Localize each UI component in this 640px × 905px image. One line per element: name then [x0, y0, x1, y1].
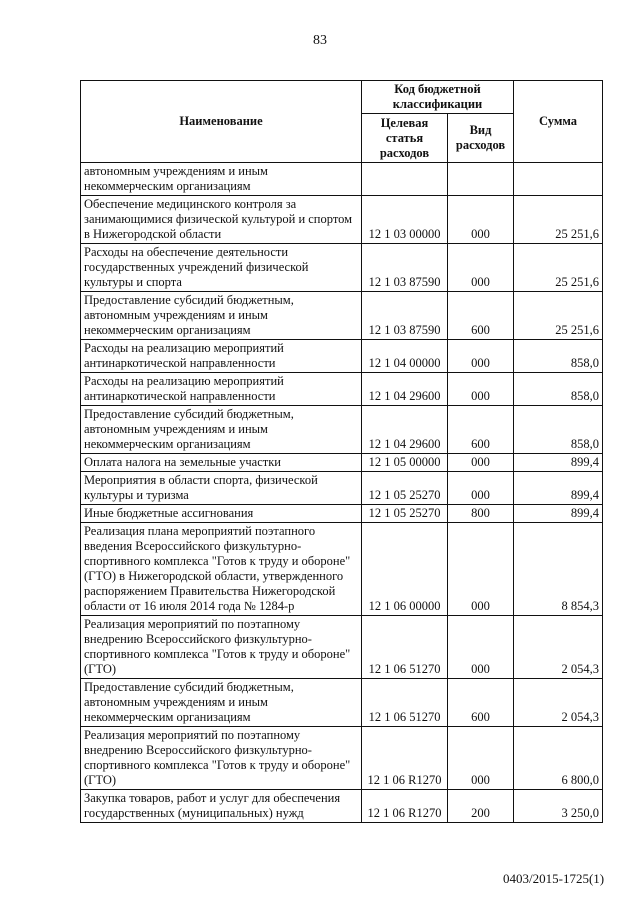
table-row: [81, 340, 603, 373]
row-expense-type: 600: [448, 292, 514, 340]
row-sum: 3 250,0: [514, 790, 603, 823]
row-sum: 858,0: [514, 373, 603, 406]
row-expense-type: 000: [448, 472, 514, 505]
row-target-code: 12 1 03 87590: [362, 292, 448, 340]
table-row: [81, 373, 603, 406]
row-target-code: 12 1 05 25270: [362, 472, 448, 505]
budget-table: [80, 80, 603, 823]
row-sum: 25 251,6: [514, 244, 603, 292]
row-sum: 8 854,3: [514, 523, 603, 616]
row-name: Мероприятия в области спорта, физической культуры и туризма: [81, 472, 362, 505]
header-name: Наименование: [81, 81, 362, 163]
row-name: Реализация мероприятий по поэтапному внедрению Всероссийского физкультурно-спортивного комплекса "Готов к труду и обороне" (ГТО): [81, 616, 362, 679]
row-sum: 899,4: [514, 505, 603, 523]
row-expense-type: 000: [448, 616, 514, 679]
table-row: [81, 790, 603, 823]
row-target-code: 12 1 06 R1270: [362, 790, 448, 823]
row-expense-type: 600: [448, 406, 514, 454]
row-expense-type: 000: [448, 373, 514, 406]
row-target-code: 12 1 06 51270: [362, 679, 448, 727]
row-name: Предоставление субсидий бюджетным, автономным учреждениям и иным некоммерческим организациям: [81, 406, 362, 454]
row-expense-type: 000: [448, 454, 514, 472]
row-name: Расходы на обеспечение деятельности государственных учреждений физической культуры и спорта: [81, 244, 362, 292]
row-expense-type: 000: [448, 340, 514, 373]
header-sum: Сумма: [514, 81, 603, 163]
row-target-code: 12 1 03 87590: [362, 244, 448, 292]
row-target-code: 12 1 04 29600: [362, 373, 448, 406]
row-name: Реализация мероприятий по поэтапному внедрению Всероссийского физкультурно-спортивного комплекса "Готов к труду и обороне" (ГТО): [81, 727, 362, 790]
table-row: [81, 196, 603, 244]
row-sum: 858,0: [514, 406, 603, 454]
row-name: Обеспечение медицинского контроля за занимающимися физической культурой и спортом в Нижегородской области: [81, 196, 362, 244]
row-sum: [514, 163, 603, 196]
table-row: [81, 454, 603, 472]
header-target-article: Целевая статья расходов: [362, 114, 448, 163]
table-row: [81, 406, 603, 454]
row-sum: 2 054,3: [514, 679, 603, 727]
row-sum: 25 251,6: [514, 196, 603, 244]
row-expense-type: 000: [448, 727, 514, 790]
row-sum: 6 800,0: [514, 727, 603, 790]
table-row: [81, 163, 603, 196]
table-row: [81, 616, 603, 679]
row-sum: 899,4: [514, 454, 603, 472]
row-name: Предоставление субсидий бюджетным, автономным учреждениям и иным некоммерческим организациям: [81, 292, 362, 340]
row-name: автономным учреждениям и иным некоммерческим организациям: [81, 163, 362, 196]
row-target-code: 12 1 03 00000: [362, 196, 448, 244]
page-number: 83: [313, 33, 327, 48]
row-expense-type: 600: [448, 679, 514, 727]
row-name: Предоставление субсидий бюджетным, автономным учреждениям и иным некоммерческим организациям: [81, 679, 362, 727]
row-sum: 899,4: [514, 472, 603, 505]
table-row: [81, 292, 603, 340]
row-sum: 25 251,6: [514, 292, 603, 340]
row-name: Закупка товаров, работ и услуг для обеспечения государственных (муниципальных) нужд: [81, 790, 362, 823]
row-expense-type: 200: [448, 790, 514, 823]
header-expense-type: Вид расходов: [448, 114, 514, 163]
row-target-code: 12 1 04 29600: [362, 406, 448, 454]
row-sum: 858,0: [514, 340, 603, 373]
table-row: [81, 472, 603, 505]
document-code: 0403/2015-1725(1): [503, 871, 605, 886]
row-target-code: 12 1 05 00000: [362, 454, 448, 472]
row-expense-type: [448, 163, 514, 196]
row-sum: 2 054,3: [514, 616, 603, 679]
row-target-code: 12 1 06 51270: [362, 616, 448, 679]
table-row: [81, 505, 603, 523]
row-target-code: 12 1 06 R1270: [362, 727, 448, 790]
row-target-code: 12 1 06 00000: [362, 523, 448, 616]
row-expense-type: 000: [448, 523, 514, 616]
row-name: Расходы на реализацию мероприятий антинаркотической направленности: [81, 373, 362, 406]
row-expense-type: 000: [448, 244, 514, 292]
row-name: Оплата налога на земельные участки: [81, 454, 362, 472]
header-classification: Код бюджетной классификации: [362, 81, 514, 114]
row-expense-type: 000: [448, 196, 514, 244]
table-row: [81, 523, 603, 616]
row-target-code: [362, 163, 448, 196]
row-name: Расходы на реализацию мероприятий антинаркотической направленности: [81, 340, 362, 373]
row-expense-type: 800: [448, 505, 514, 523]
row-name: Реализация плана мероприятий поэтапного введения Всероссийского физкультурно-спортивного комплекса "Готов к труду и обороне" (ГТО) в Нижегородской области, утвержденного распоряжением Правительства Нижегородской области от 16 июля 2014 года № 1284-р: [81, 523, 362, 616]
row-target-code: 12 1 05 25270: [362, 505, 448, 523]
row-target-code: 12 1 04 00000: [362, 340, 448, 373]
table-row: [81, 727, 603, 790]
row-name: Иные бюджетные ассигнования: [81, 505, 362, 523]
table-row: [81, 244, 603, 292]
table-row: [81, 679, 603, 727]
